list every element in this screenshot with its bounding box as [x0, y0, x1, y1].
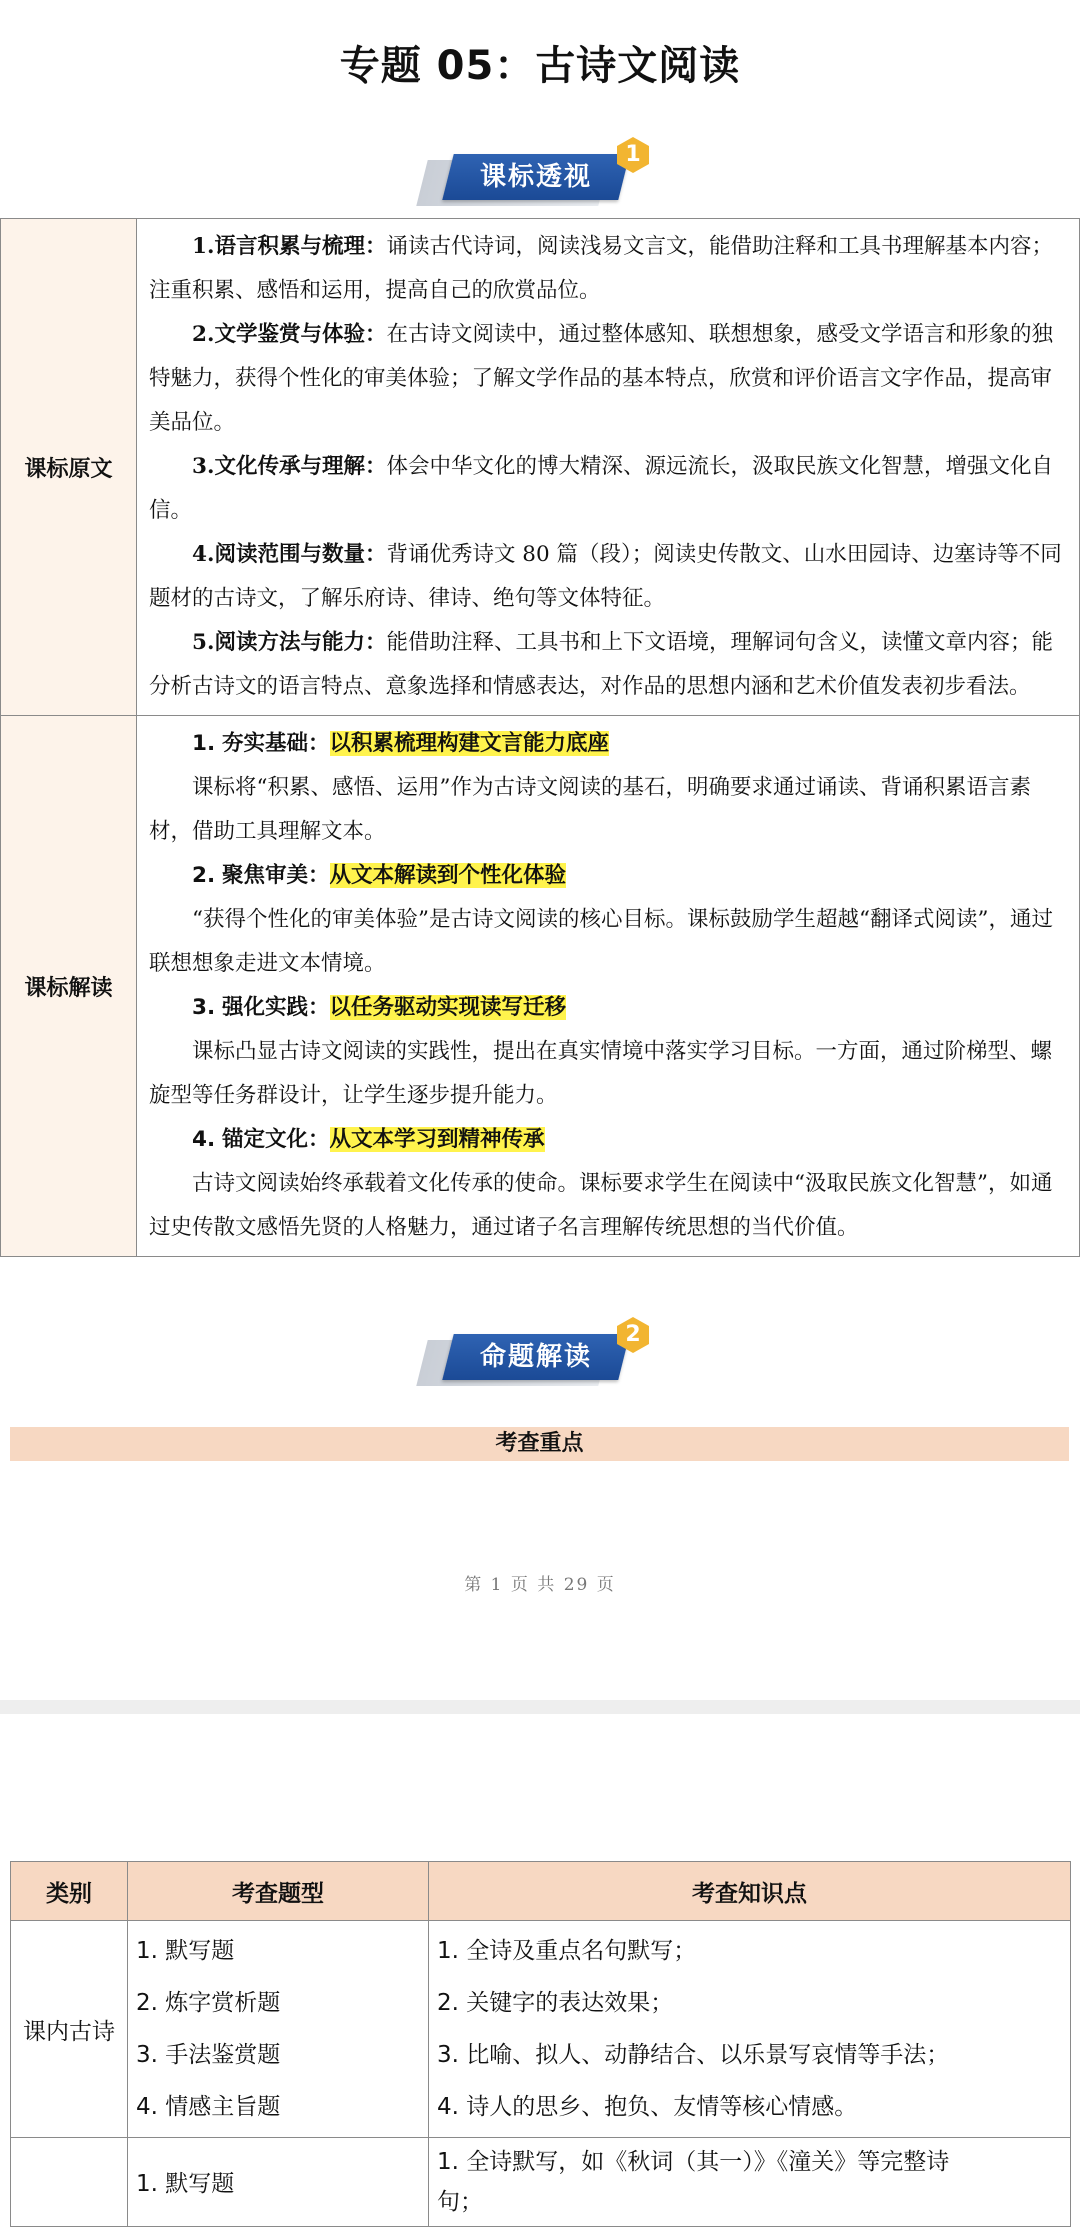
- item-heading: 2.文学鉴赏与体验：: [192, 322, 387, 347]
- interpretation-text: 古诗文阅读始终承载着文化传承的使命。课标要求学生在阅读中“汲取民族文化智慧”，如通过史传散文感悟先贤的人格魅力，通过诸子名言理解传统思想的当代价值。: [149, 1171, 1053, 1240]
- types-cell: [128, 2138, 429, 2227]
- item-text: 诵读古代诗词，阅读浅易文言文，能借助注释和工具书理解基本内容；注重积累、感悟和运用，提高自己的欣赏品位。: [149, 234, 1053, 303]
- curriculum-standards-table: [0, 218, 1080, 1257]
- interpretation-text-cell: [137, 716, 1080, 1257]
- item-heading: 1.语言积累与梳理：: [192, 234, 387, 259]
- category-cell: 课内古诗: [11, 1921, 128, 2138]
- item-heading: 锚定文化：: [221, 1127, 330, 1152]
- list-item: 4. 诗人的思乡、抱负、友情等核心情感。: [437, 2094, 858, 2120]
- list-item: 句；: [437, 2189, 483, 2215]
- item-text: 背诵优秀诗文 80 篇（段）；阅读史传散文、山水田园诗、边塞诗等不同题材的古诗文，了解乐府诗、律诗、绝句等文体特征。: [149, 542, 1062, 611]
- item-text: 在古诗文阅读中，通过整体感知、联想想象，感受文学语言和形象的独特魅力，获得个性化的审美体验；了解文学作品的基本特点，欣赏和评价语言文字作品，提高审美品位。: [149, 322, 1053, 435]
- list-item: 2. 关键字的表达效果；: [437, 1990, 674, 2016]
- number-badge-icon: [614, 1316, 652, 1354]
- row-label-interpretation: 课标解读: [1, 716, 137, 1257]
- types-cell: [128, 1921, 429, 2138]
- category-cell: [11, 2138, 128, 2227]
- item-heading: 4.阅读范围与数量：: [192, 542, 387, 567]
- standard-item: [149, 621, 1065, 709]
- table-row: [1, 716, 1080, 1257]
- badge-number: 2: [625, 1322, 641, 1347]
- interpretation-heading: [149, 986, 1065, 1030]
- original-text-cell: [137, 219, 1080, 716]
- page-separator: [0, 1700, 1080, 1714]
- list-item: 1. 默写题: [136, 2171, 235, 2197]
- standard-item: [149, 313, 1065, 445]
- list-item: 3. 手法鉴赏题: [136, 2042, 281, 2068]
- list-item: 2. 炼字赏析题: [136, 1990, 281, 2016]
- item-heading: 5.阅读方法与能力：: [192, 630, 387, 655]
- list-item: 1. 全诗默写，如《秋词（其一）》《潼关》等完整诗: [437, 2149, 950, 2175]
- points-cell: [429, 2138, 1071, 2227]
- standard-item: [149, 225, 1065, 313]
- item-number: 3.: [192, 995, 216, 1020]
- item-number: 2.: [192, 863, 216, 888]
- page-number: 第 1 页 共 29 页: [464, 1575, 616, 1595]
- list-item: 1. 全诗及重点名句默写；: [437, 1938, 697, 1964]
- item-heading: 聚焦审美：: [221, 863, 330, 888]
- interpretation-text: “获得个性化的审美体验”是古诗文阅读的核心目标。课标鼓励学生超越“翻译式阅读”，通过联想想象走进文本情境。: [149, 907, 1053, 976]
- table-row: [11, 2138, 1071, 2227]
- table-row: [1, 219, 1080, 716]
- list-item: 3. 比喻、拟人、动静结合、以乐景写哀情等手法；: [437, 2042, 950, 2068]
- highlighted-phrase: 以积累梳理构建文言能力底座: [329, 731, 610, 756]
- section-banner-1: [436, 142, 641, 208]
- focus-heading: 考查重点: [10, 1427, 1069, 1461]
- item-number: 4.: [192, 1127, 216, 1152]
- column-header: 类别: [11, 1862, 128, 1921]
- interpretation-heading: [149, 854, 1065, 898]
- standard-item: [149, 445, 1065, 533]
- column-header: 考查题型: [128, 1862, 429, 1921]
- interpretation-text: 课标凸显古诗文阅读的实践性，提出在真实情境中落实学习目标。一方面，通过阶梯型、螺旋型等任务群设计，让学生逐步提升能力。: [149, 1039, 1053, 1108]
- item-number: 1.: [192, 731, 216, 756]
- interpretation-heading: [149, 1118, 1065, 1162]
- table-header-row: [11, 1862, 1071, 1921]
- item-heading: 夯实基础：: [221, 731, 330, 756]
- number-badge-icon: [614, 136, 652, 174]
- item-text: 体会中华文化的博大精深、源远流长，汲取民族文化智慧，增强文化自信。: [149, 454, 1053, 523]
- highlighted-phrase: 从文本解读到个性化体验: [329, 863, 567, 888]
- list-item: 1. 默写题: [136, 1938, 235, 1964]
- banner-label: 命题解读: [479, 1342, 592, 1372]
- points-cell: [429, 1921, 1071, 2138]
- section-banner-2: [436, 1322, 641, 1388]
- list-item: 4. 情感主旨题: [136, 2094, 281, 2120]
- interpretation-heading: [149, 722, 1065, 766]
- row-label-original: 课标原文: [1, 219, 137, 716]
- item-heading: 3.文化传承与理解：: [192, 454, 387, 479]
- standard-item: [149, 533, 1065, 621]
- table-row: [11, 1921, 1071, 2138]
- column-header: 考查知识点: [429, 1862, 1071, 1921]
- interpretation-text: 课标将“积累、感悟、运用”作为古诗文阅读的基石，明确要求通过诵读、背诵积累语言素材，借助工具理解文本。: [149, 775, 1031, 844]
- banner-label: 课标透视: [479, 162, 592, 192]
- item-heading: 强化实践：: [221, 995, 330, 1020]
- badge-number: 1: [625, 142, 641, 167]
- document-title: 专题 05：古诗文阅读: [339, 43, 741, 89]
- item-text: 能借助注释、工具书和上下文语境，理解词句含义，读懂文章内容；能分析古诗文的语言特点、意象选择和情感表达，对作品的思想内涵和艺术价值发表初步看法。: [149, 630, 1053, 699]
- highlighted-phrase: 以任务驱动实现读写迁移: [329, 995, 567, 1020]
- exam-focus-table: [10, 1861, 1071, 2227]
- highlighted-phrase: 从文本学习到精神传承: [329, 1127, 545, 1152]
